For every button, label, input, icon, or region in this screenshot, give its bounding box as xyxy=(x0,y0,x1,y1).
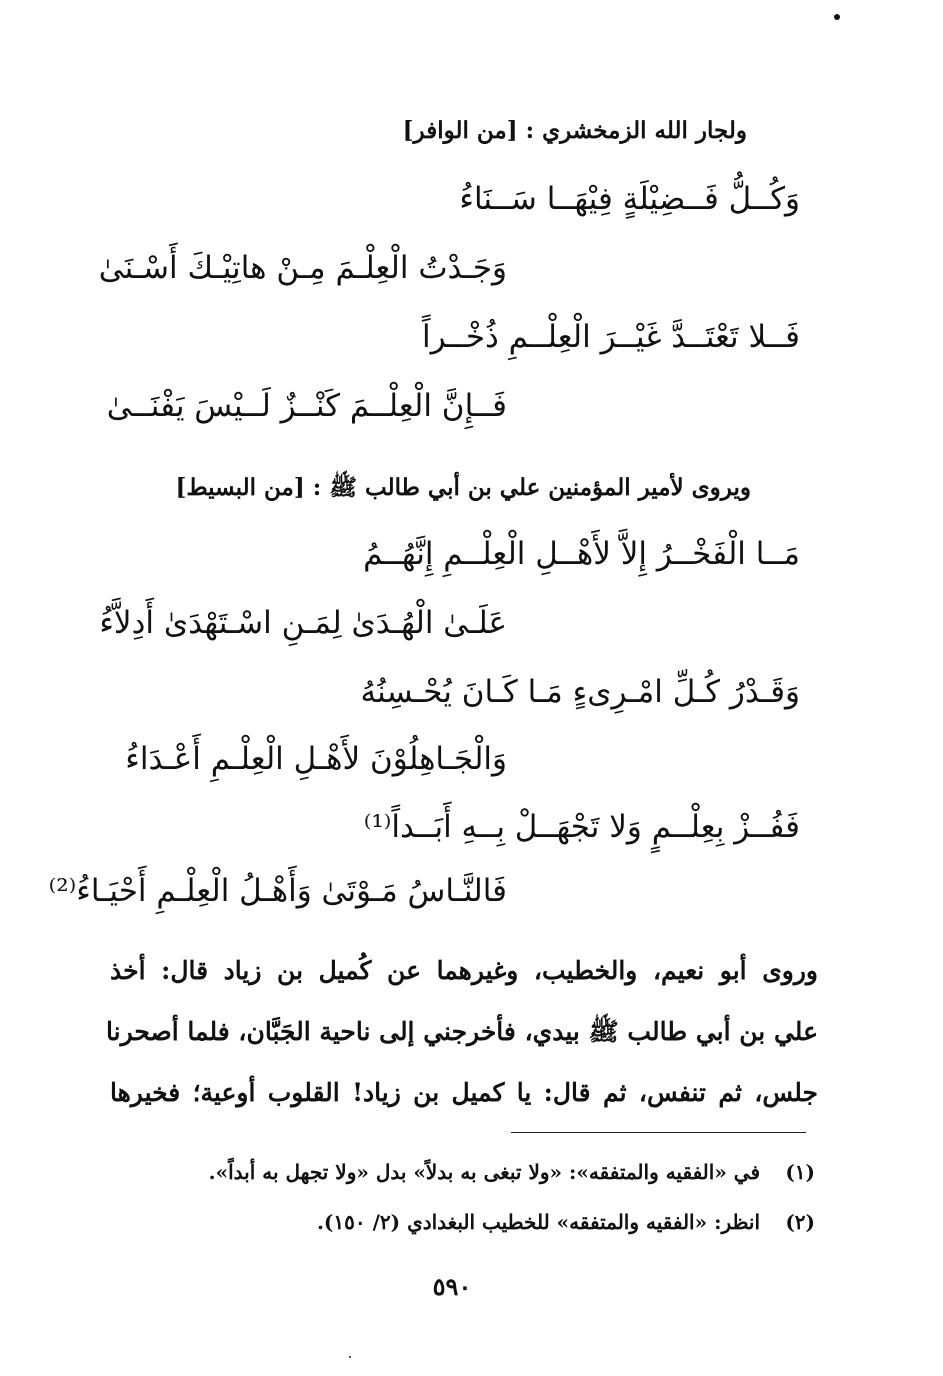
footnote-2 xyxy=(317,1210,815,1234)
paragraph-line: علي بن أبي طالب ﷺ بيدي، فأخرجني إلى ناحية الجَبَّان، فلما أصحرنا xyxy=(106,1017,818,1046)
footnote-text: في «الفقيه والمتفقه»: «ولا تبغى به بدلاً» بدل «ولا تجهل به أبداً». xyxy=(208,1160,761,1184)
intro-line-ali: ويروى لأمير المؤمنين علي بن أبي طالب ﷺ : [من البسيط] xyxy=(175,474,751,501)
verse-5-hemistich-2: فَالنَّـاسُ مَـوْتَىٰ وَأَهْـلُ الْعِلْـمِ أَحْيَـاءُ⁽²⁾ xyxy=(48,873,507,909)
page-number: ٥٩٠ xyxy=(432,1272,472,1301)
verse-3-hemistich-2: عَلَـىٰ الْهُـدَىٰ لِمَـنِ اسْـتَهْدَىٰ أَدِلاَّءُ xyxy=(99,605,507,641)
footnote-number: (٢) xyxy=(785,1210,815,1234)
footnote-separator xyxy=(511,1132,806,1133)
margin-dot xyxy=(834,14,840,20)
verse-2-hemistich-1: فَــلا تَعْتَــدَّ غَيْــرَ الْعِلْــمِ ذُخْــراً xyxy=(421,319,800,355)
verse-4-hemistich-1: وَقَـدْرُ كُـلِّ امْـرِىءٍ مَـا كَـانَ يُحْـسِنُهُ xyxy=(360,674,800,710)
paragraph-line: جلس، ثم تنفس، ثم قال: يا كميل بن زياد! القلوب أوعية؛ فخيرها xyxy=(110,1078,818,1107)
paragraph-line: وروى أبو نعيم، والخطيب، وغيرهما عن كُميل بن زياد قال: أخذ xyxy=(110,956,818,985)
scan-speck xyxy=(349,1356,351,1358)
verse-5-hemistich-1: فَفُــزْ بِعِلْــمٍ وَلا تَجْهَــلْ بِــهِ أَبَــداً⁽¹⁾ xyxy=(363,809,800,845)
verse-3-hemistich-1: مَــا الْفَخْــرُ إِلاَّ لأَهْــلِ الْعِلْــمِ إِنَّهُــمُ xyxy=(363,536,800,572)
verse-2-hemistich-2: فَــإِنَّ الْعِلْــمَ كَنْــزٌ لَــيْسَ يَفْنَــىٰ xyxy=(106,388,507,424)
verse-1-hemistich-1: وَكُــلُّ فَــضِيْلَةٍ فِيْهَــا سَــنَاءُ xyxy=(459,181,800,217)
footnote-1 xyxy=(209,1160,815,1184)
intro-line-zamakhshari: ولجار الله الزمخشري : [من الوافر] xyxy=(402,117,747,144)
body-paragraph xyxy=(106,940,818,1123)
verse-4-hemistich-2: وَالْجَـاهِلُوْنَ لأَهْـلِ الْعِلْـمِ أَعْـدَاءُ xyxy=(125,741,507,777)
verse-1-hemistich-2: وَجَـدْتُ الْعِلْـمَ مِـنْ هاتِيْـكَ أَسْـنَىٰ xyxy=(98,250,507,286)
footnote-text: انظر: «الفقيه والمتفقه» للخطيب البغدادي (٢/ ١٥٠). xyxy=(316,1210,761,1234)
footnote-number: (١) xyxy=(785,1160,815,1184)
